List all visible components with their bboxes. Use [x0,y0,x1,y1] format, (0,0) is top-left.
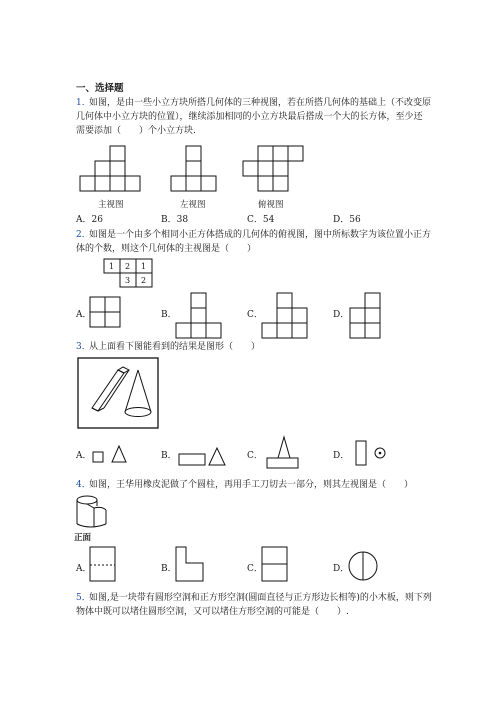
question-text-line: 如图，是由一些小立方块所搭几何体的三种视图，若在所搭几何体的基础上（不改变原 [89,98,432,108]
option-d[interactable]: D．56 [333,215,361,225]
question-number: 4． [76,480,91,490]
option-a-figure[interactable] [90,297,120,327]
question-text-line: 需要添加（ ）个小立方块. [76,126,196,136]
prism-and-cone-figure [78,358,158,428]
option-a-figure[interactable] [90,547,116,583]
front-view-figure [80,146,140,194]
option-c-figure[interactable] [266,436,300,470]
option-b-figure[interactable] [176,293,221,338]
option-c[interactable]: C． [247,451,263,461]
option-c-figure[interactable] [262,547,288,583]
option-b-figure[interactable] [176,547,206,583]
option-b[interactable]: B．38 [161,215,189,225]
option-d-figure[interactable] [352,440,388,468]
top-view-label: 俯视图 [258,200,284,210]
top-view-figure [243,146,303,194]
option-c[interactable]: C． [247,310,263,320]
front-view-label: 主视图 [98,200,124,210]
option-a-figure[interactable] [92,444,132,464]
option-b[interactable]: B． [161,564,177,574]
left-view-label: 左视图 [180,200,206,210]
option-d[interactable]: D． [333,310,350,320]
question-text-line: 体的个数，则这个几何体的主视图是（ ） [76,244,257,254]
left-view-figure [171,146,216,194]
option-b[interactable]: B． [161,451,177,461]
grid-number: 3 [125,276,131,285]
section-title: 一、选择题 [76,83,124,94]
option-a[interactable]: A． [76,564,92,574]
option-d[interactable]: D． [333,451,350,461]
question-text-line: 从上面看下图能看到的结果是图形（ ） [89,342,261,352]
question-text-line: 物体中既可以堵住圆形空洞，又可以堵住方形空洞的可能是（ ）. [76,607,349,617]
front-side-label: 正面 [74,533,92,543]
question-number: 3． [76,342,91,352]
option-c-figure[interactable] [262,293,307,338]
grid-number: 1 [109,262,115,271]
grid-number: 2 [125,262,131,271]
option-b[interactable]: B． [161,310,177,320]
option-c[interactable]: C． [247,564,263,574]
question-number: 5． [76,593,91,603]
option-a[interactable]: A． [76,451,92,461]
question-text-line: 几何体中小立方块的位置），继续添加相同的小立方块最后搭成一个大的长方体，至少还 [76,112,423,122]
question-text-line: 如图,是一块带有圆形空洞和正方形空洞(圆面直径与正方形边长相等)的小木板，则下列 [89,593,432,603]
option-c[interactable]: C．54 [247,215,275,225]
question-text-line: 如图，王华用橡皮泥做了个圆柱，再用手工刀切去一部分，则其左视图是（ ） [89,480,414,490]
option-d-figure[interactable] [350,293,380,338]
option-b-figure[interactable] [178,446,230,468]
cut-cylinder-figure [74,494,114,532]
option-d[interactable]: D． [333,564,350,574]
grid-number: 1 [141,262,147,271]
question-number: 2． [76,230,91,240]
question-text-line: 如图是一个由多个相同小正方体搭成的几何体的俯视图，图中所标数字为该位置小正方 [89,230,432,240]
option-a[interactable]: A． [76,310,92,320]
grid-number: 2 [141,276,147,285]
option-a[interactable]: A．26 [76,215,103,225]
option-d-figure[interactable] [348,551,380,583]
question-number: 1． [76,98,91,108]
